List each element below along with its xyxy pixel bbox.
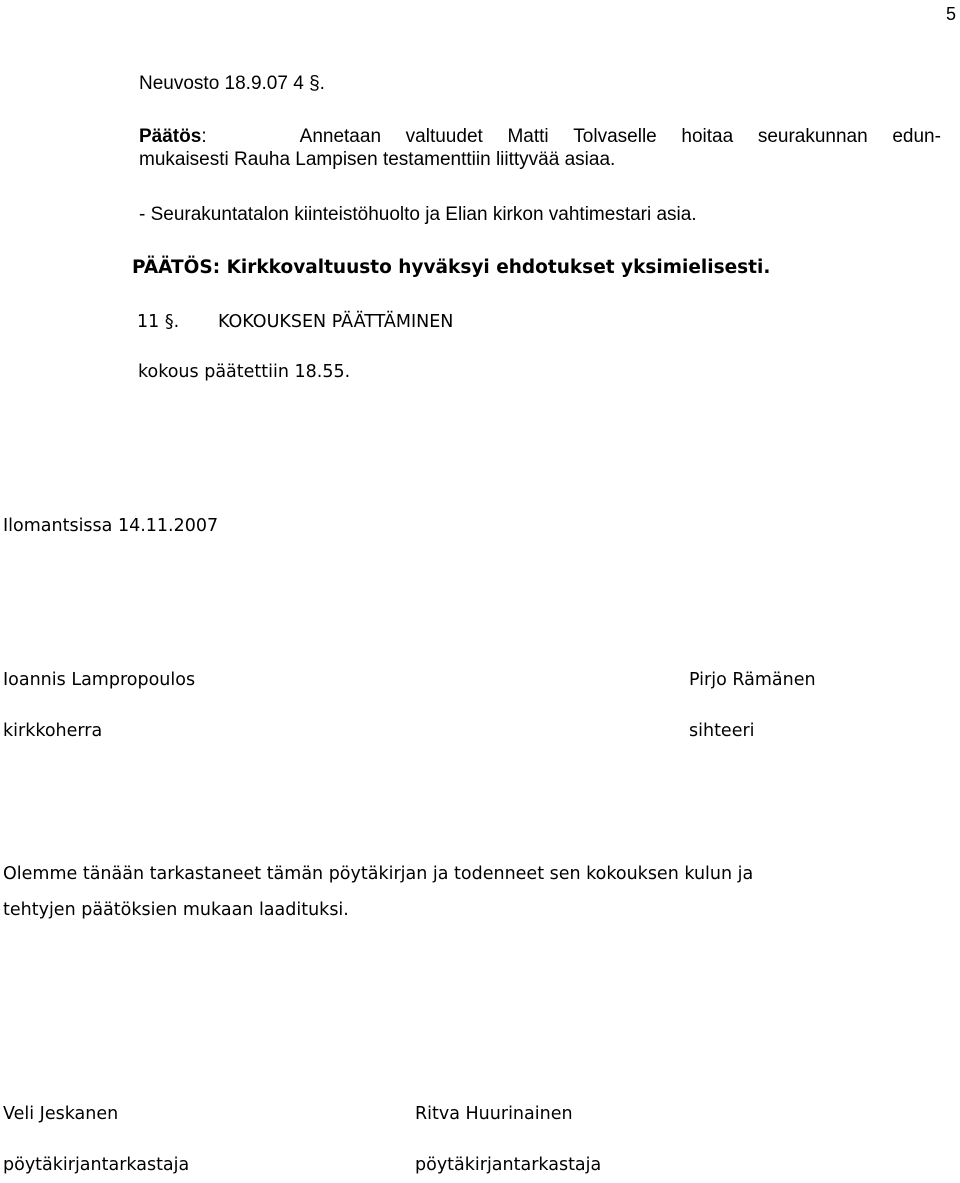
decision-label: Päätös [139,126,202,147]
page-number: 5 [945,4,956,24]
decision-label-group [139,126,275,148]
council-meeting-reference: Neuvosto 18.9.07 4 §. [139,73,325,94]
signatory-left-title: kirkkoherra [3,721,103,741]
verification-line: Olemme tänään tarkastaneet tämän pöytäkirjan ja todenneet sen kokouksen kulun ja [3,864,754,884]
meeting-closing-time: kokous päätettiin 18.55. [138,362,351,382]
decision-word: hoitaa [681,126,734,147]
signatory-right-title: sihteeri [689,721,755,741]
decision-word: Annetaan [299,126,382,147]
decision-word: edun- [892,126,941,147]
decision-second-line: mukaisesti Rauha Lampisen testamenttiin liittyvää asiaa. [139,149,616,170]
decision-word: valtuudet [405,126,483,147]
examiner-right-name: Ritva Huurinainen [415,1104,573,1124]
examiner-right-title: pöytäkirjantarkastaja [415,1155,602,1175]
decision-word: Tolvaselle [573,126,657,147]
signatory-right-name: Pirjo Rämänen [689,670,816,690]
section-number: 11 §. [137,312,180,332]
verification-line: tehtyjen päätöksien mukaan laadituksi. [3,900,349,920]
signatory-left-name: Ioannis Lampropoulos [3,670,196,690]
place-and-date: Ilomantsissa 14.11.2007 [3,516,219,536]
verification-statement [3,856,903,928]
examiner-left-title: pöytäkirjantarkastaja [3,1155,190,1175]
maintenance-item: - Seurakuntatalon kiinteistöhuolto ja Elian kirkon vahtimestari asia. [139,204,697,225]
examiner-left-name: Veli Jeskanen [3,1104,119,1124]
council-decision: PÄÄTÖS: Kirkkovaltuusto hyväksyi ehdotukset yksimielisesti. [132,257,771,278]
decision-paragraph [139,126,941,171]
section-title: KOKOUKSEN PÄÄTTÄMINEN [218,312,454,332]
decision-word: seurakunnan [757,126,868,147]
decision-first-line [139,126,941,148]
decision-label-colon: : [201,126,207,147]
decision-word: Matti [507,126,549,147]
